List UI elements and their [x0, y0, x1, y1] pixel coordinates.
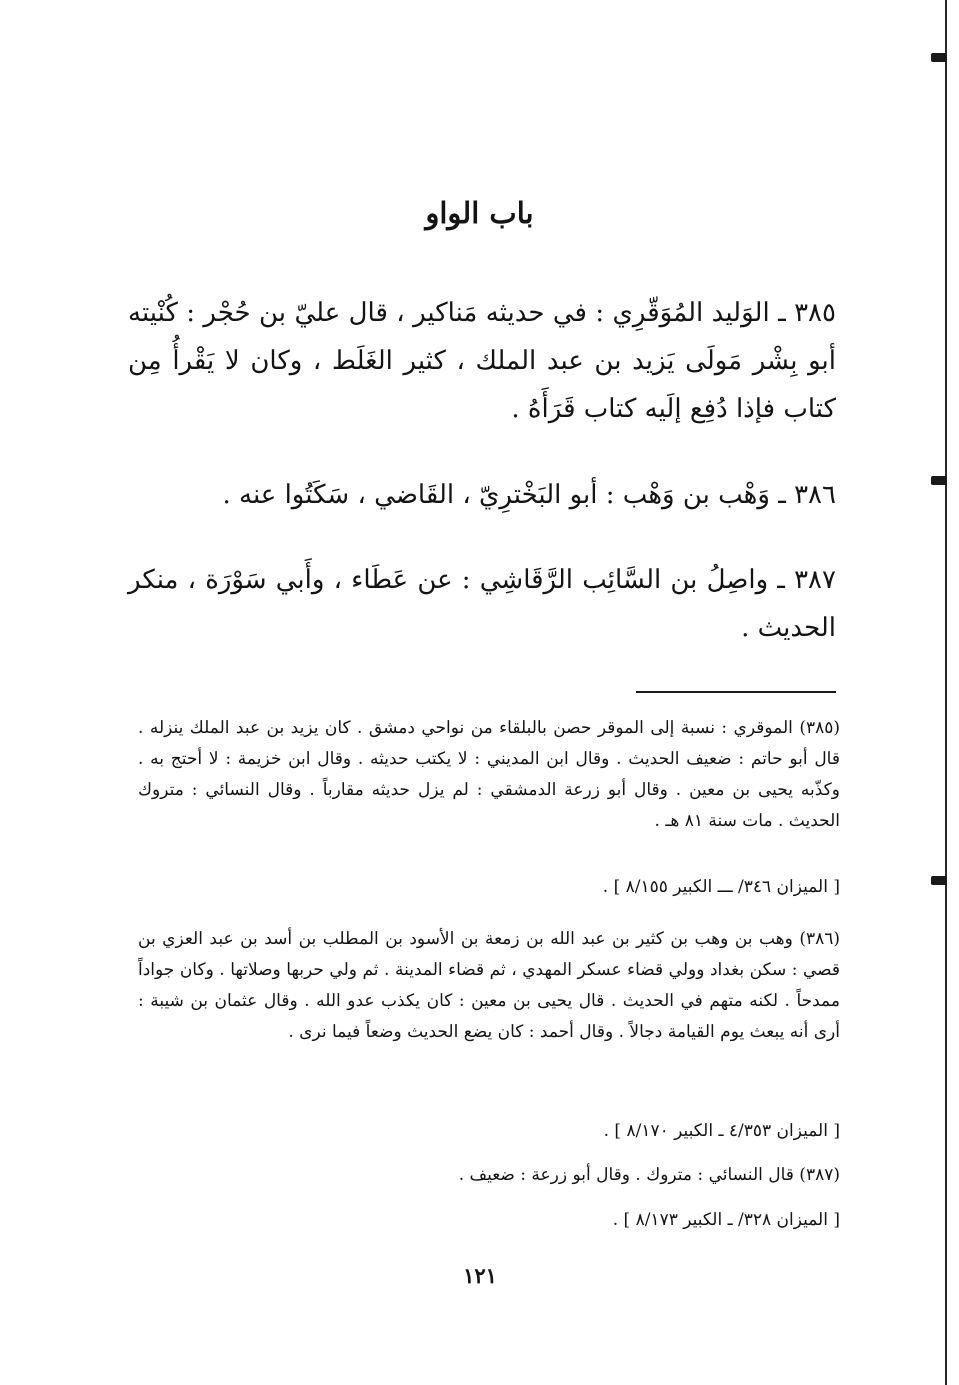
footnote-387-reference: [ الميزان ٣٢٨/ ـ الكبير ٨/١٧٣ ] . — [612, 1210, 840, 1230]
edge-mark — [931, 876, 947, 885]
chapter-title: باب الواو — [425, 196, 534, 230]
footnote-385-reference: [ الميزان ٣٤٦/ ـــ الكبير ٨/١٥٥ ] . — [602, 877, 840, 897]
entry-386: ٣٨٦ ـ وَهْب بن وَهْب : أبو البَخْترِيّ ، القَاضي ، سَكَتُوا عنه . — [222, 480, 836, 510]
page-edge-line — [945, 0, 947, 1385]
entry-385: ٣٨٥ ـ الوَليد المُوَقّرِي : في حديثه مَناكير ، قال عليّ بن حُجْر : كُنْيته أبو بِشْر مَولَى يَزيد بن عبد الملك ، كثير الغَلَط ، وكان لا يَقْرأُ مِن كتاب فإذا دُفِع إلَيه كتاب قَرَأَهُ . — [128, 298, 836, 424]
entry-387: ٣٨٧ ـ واصِلُ بن السَّائِب الرَّقَاشِي : عن عَطَاء ، وأَبي سَوْرَة ، منكر الحديث . — [128, 565, 836, 643]
edge-mark — [931, 476, 947, 485]
edge-mark — [931, 53, 947, 62]
footnote-385: (٣٨٥) الموقري : نسبة إلى الموقر حصن بالبلقاء من نواحي دمشق . كان يزيد بن عبد الملك ينزله . قال أبو حاتم : ضعيف الحديث . وقال ابن المديني : لا يكتب حديثه . وقال ابن خزيمة : لا أحتج به . وكذّبه يحيى بن معين . وقال أبو زرعة الدمشقي : لم يزل حديثه مقارباً . وقال النسائي : متروك الحديث . مات سنة ٨١ هـ . — [138, 718, 840, 831]
page-number: ١٢١ — [463, 1263, 497, 1288]
footnote-386: (٣٨٦) وهب بن وهب بن كثير بن عبد الله بن زمعة بن الأسود بن المطلب بن أسد بن عبد العزي بن قصي : سكن بغداد وولي قضاء عسكر المهدي ، ثم قضاء المدينة . ثم ولي حربها وصلاتها . وكان جواداً ممدحاً . لكنه متهم في الحديث . قال يحيى بن معين : كان يكذب عدو الله . وقال عثمان بن شيبة : أرى أنه يبعث يوم القيامة دجالاً . وقال أحمد : كان يضع الحديث وضعاً فيما نرى . — [138, 929, 840, 1042]
footnote-387: (٣٨٧) قال النسائي : متروك . وقال أبو زرعة : ضعيف . — [458, 1165, 840, 1185]
footnote-separator — [636, 691, 836, 693]
footnote-386-reference: [ الميزان ٤/٣٥٣ ـ الكبير ٨/١٧٠ ] . — [603, 1121, 840, 1141]
